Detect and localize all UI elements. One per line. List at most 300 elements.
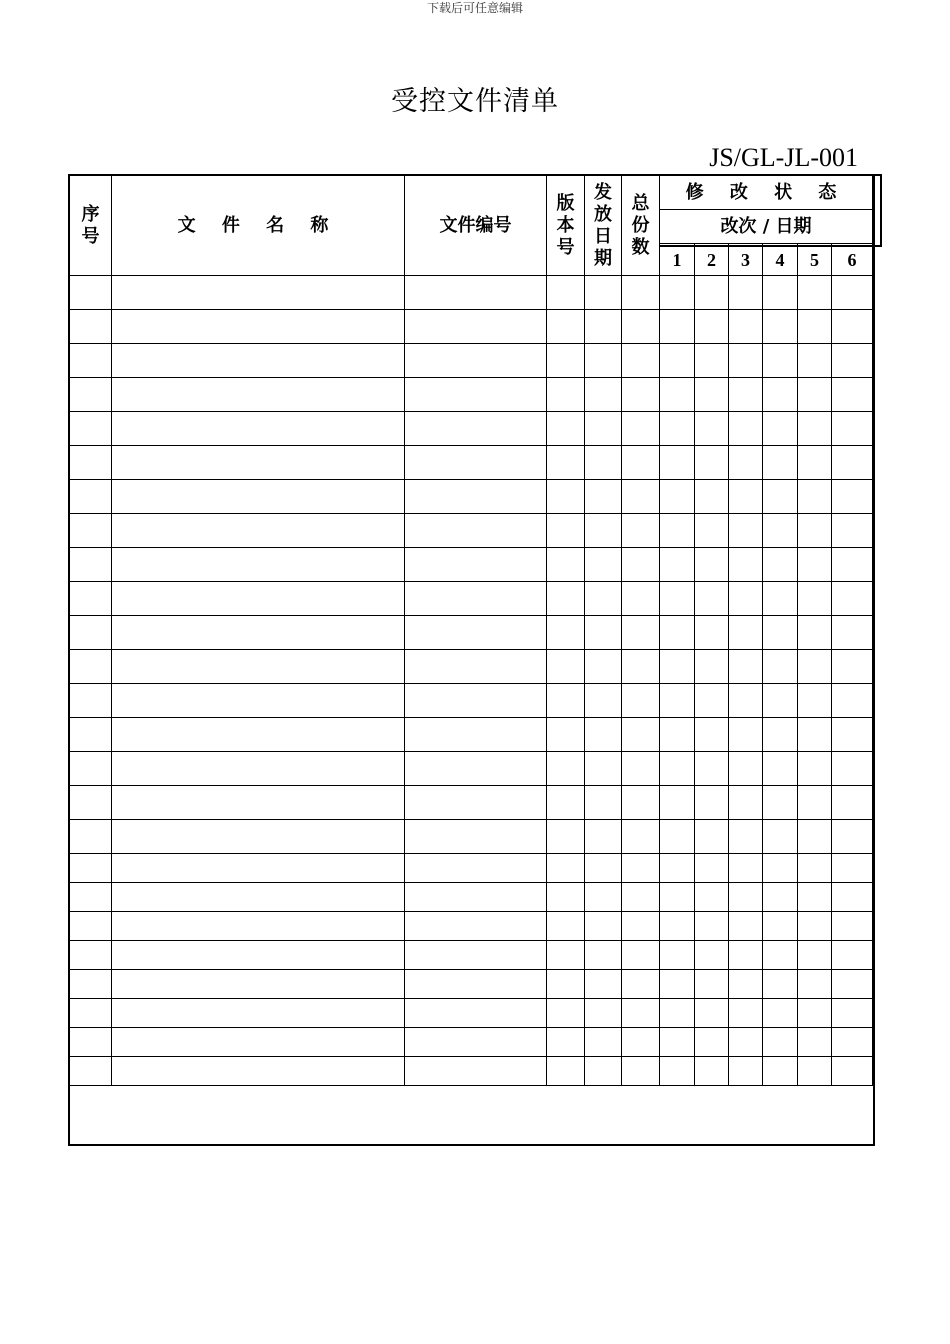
table-cell[interactable] [832, 1057, 873, 1086]
table-cell[interactable] [798, 883, 832, 912]
table-cell[interactable] [660, 854, 695, 883]
table-cell[interactable] [70, 480, 112, 514]
table-cell[interactable] [695, 786, 729, 820]
table-cell[interactable] [763, 650, 798, 684]
table-cell[interactable] [112, 276, 405, 310]
table-cell[interactable] [622, 718, 660, 752]
table-cell[interactable] [547, 616, 585, 650]
table-cell[interactable] [695, 616, 729, 650]
table-cell[interactable] [405, 820, 547, 854]
table-cell[interactable] [405, 752, 547, 786]
table-cell[interactable] [798, 752, 832, 786]
table-cell[interactable] [695, 912, 729, 941]
table-cell[interactable] [547, 446, 585, 480]
table-cell[interactable] [585, 1028, 622, 1057]
table-cell[interactable] [622, 548, 660, 582]
table-cell[interactable] [729, 752, 763, 786]
table-cell[interactable] [763, 820, 798, 854]
table-cell[interactable] [70, 446, 112, 480]
table-cell[interactable] [798, 999, 832, 1028]
table-cell[interactable] [70, 548, 112, 582]
table-cell[interactable] [585, 310, 622, 344]
table-cell[interactable] [112, 650, 405, 684]
table-cell[interactable] [112, 970, 405, 999]
table-cell[interactable] [695, 970, 729, 999]
table-cell[interactable] [695, 752, 729, 786]
table-cell[interactable] [695, 480, 729, 514]
table-cell[interactable] [729, 378, 763, 412]
table-cell[interactable] [832, 650, 873, 684]
table-cell[interactable] [660, 718, 695, 752]
table-cell[interactable] [763, 786, 798, 820]
table-cell[interactable] [763, 446, 798, 480]
table-cell[interactable] [729, 786, 763, 820]
table-cell[interactable] [729, 412, 763, 446]
table-cell[interactable] [832, 378, 873, 412]
table-cell[interactable] [660, 883, 695, 912]
table-cell[interactable] [405, 582, 547, 616]
table-cell[interactable] [70, 970, 112, 999]
table-cell[interactable] [695, 582, 729, 616]
table-cell[interactable] [112, 480, 405, 514]
table-cell[interactable] [405, 1028, 547, 1057]
table-cell[interactable] [622, 820, 660, 854]
table-cell[interactable] [763, 941, 798, 970]
table-cell[interactable] [405, 999, 547, 1028]
table-cell[interactable] [660, 446, 695, 480]
table-cell[interactable] [798, 718, 832, 752]
table-cell[interactable] [798, 616, 832, 650]
table-cell[interactable] [622, 999, 660, 1028]
table-cell[interactable] [112, 378, 405, 412]
table-cell[interactable] [70, 378, 112, 412]
table-cell[interactable] [798, 446, 832, 480]
table-cell[interactable] [547, 344, 585, 378]
table-cell[interactable] [112, 344, 405, 378]
table-cell[interactable] [70, 582, 112, 616]
table-cell[interactable] [763, 480, 798, 514]
table-cell[interactable] [729, 912, 763, 941]
table-cell[interactable] [547, 514, 585, 548]
table-cell[interactable] [585, 650, 622, 684]
table-cell[interactable] [585, 344, 622, 378]
table-cell[interactable] [695, 718, 729, 752]
table-cell[interactable] [405, 310, 547, 344]
table-cell[interactable] [622, 941, 660, 970]
table-cell[interactable] [763, 999, 798, 1028]
table-cell[interactable] [622, 786, 660, 820]
table-cell[interactable] [112, 1057, 405, 1086]
table-cell[interactable] [729, 941, 763, 970]
table-cell[interactable] [547, 378, 585, 412]
table-cell[interactable] [585, 514, 622, 548]
table-cell[interactable] [798, 548, 832, 582]
table-cell[interactable] [798, 941, 832, 970]
table-cell[interactable] [798, 276, 832, 310]
table-cell[interactable] [70, 883, 112, 912]
table-cell[interactable] [660, 616, 695, 650]
table-cell[interactable] [729, 446, 763, 480]
table-cell[interactable] [832, 912, 873, 941]
table-cell[interactable] [695, 378, 729, 412]
table-cell[interactable] [622, 650, 660, 684]
table-cell[interactable] [405, 276, 547, 310]
table-cell[interactable] [832, 616, 873, 650]
table-cell[interactable] [832, 854, 873, 883]
table-cell[interactable] [585, 786, 622, 820]
table-cell[interactable] [660, 344, 695, 378]
table-cell[interactable] [798, 582, 832, 616]
table-cell[interactable] [695, 1057, 729, 1086]
table-cell[interactable] [112, 854, 405, 883]
table-cell[interactable] [585, 412, 622, 446]
table-cell[interactable] [585, 854, 622, 883]
table-cell[interactable] [832, 999, 873, 1028]
table-cell[interactable] [405, 912, 547, 941]
table-cell[interactable] [112, 310, 405, 344]
table-cell[interactable] [763, 582, 798, 616]
table-cell[interactable] [70, 912, 112, 941]
table-cell[interactable] [798, 820, 832, 854]
table-cell[interactable] [729, 820, 763, 854]
table-cell[interactable] [798, 684, 832, 718]
table-cell[interactable] [660, 548, 695, 582]
table-cell[interactable] [763, 1028, 798, 1057]
table-cell[interactable] [70, 854, 112, 883]
table-cell[interactable] [763, 752, 798, 786]
table-cell[interactable] [729, 548, 763, 582]
table-cell[interactable] [112, 883, 405, 912]
table-cell[interactable] [660, 1028, 695, 1057]
table-cell[interactable] [660, 276, 695, 310]
table-cell[interactable] [547, 480, 585, 514]
table-cell[interactable] [405, 970, 547, 999]
table-cell[interactable] [585, 684, 622, 718]
table-cell[interactable] [622, 378, 660, 412]
table-cell[interactable] [112, 912, 405, 941]
table-cell[interactable] [763, 912, 798, 941]
table-cell[interactable] [660, 912, 695, 941]
table-cell[interactable] [832, 883, 873, 912]
table-cell[interactable] [695, 276, 729, 310]
table-cell[interactable] [798, 970, 832, 999]
table-cell[interactable] [729, 616, 763, 650]
table-cell[interactable] [70, 752, 112, 786]
table-cell[interactable] [547, 970, 585, 999]
table-cell[interactable] [729, 582, 763, 616]
table-cell[interactable] [695, 684, 729, 718]
table-cell[interactable] [70, 412, 112, 446]
table-cell[interactable] [70, 999, 112, 1028]
table-cell[interactable] [622, 616, 660, 650]
table-cell[interactable] [547, 941, 585, 970]
table-cell[interactable] [832, 276, 873, 310]
table-cell[interactable] [660, 310, 695, 344]
table-cell[interactable] [622, 883, 660, 912]
table-cell[interactable] [729, 854, 763, 883]
table-cell[interactable] [798, 912, 832, 941]
table-cell[interactable] [405, 514, 547, 548]
table-cell[interactable] [405, 344, 547, 378]
table-cell[interactable] [832, 684, 873, 718]
table-cell[interactable] [832, 480, 873, 514]
table-cell[interactable] [405, 616, 547, 650]
table-cell[interactable] [112, 786, 405, 820]
table-cell[interactable] [729, 344, 763, 378]
table-cell[interactable] [798, 412, 832, 446]
table-cell[interactable] [622, 1028, 660, 1057]
table-cell[interactable] [70, 718, 112, 752]
table-cell[interactable] [585, 752, 622, 786]
table-cell[interactable] [729, 999, 763, 1028]
table-cell[interactable] [660, 941, 695, 970]
table-cell[interactable] [112, 718, 405, 752]
table-cell[interactable] [832, 752, 873, 786]
table-cell[interactable] [112, 412, 405, 446]
table-cell[interactable] [405, 650, 547, 684]
table-cell[interactable] [70, 1057, 112, 1086]
table-cell[interactable] [798, 514, 832, 548]
table-cell[interactable] [729, 1057, 763, 1086]
table-cell[interactable] [695, 446, 729, 480]
table-cell[interactable] [112, 1028, 405, 1057]
table-cell[interactable] [729, 684, 763, 718]
table-cell[interactable] [729, 718, 763, 752]
table-cell[interactable] [660, 650, 695, 684]
table-cell[interactable] [585, 480, 622, 514]
table-cell[interactable] [70, 310, 112, 344]
table-cell[interactable] [622, 276, 660, 310]
table-cell[interactable] [798, 1057, 832, 1086]
table-cell[interactable] [585, 718, 622, 752]
table-cell[interactable] [547, 582, 585, 616]
table-cell[interactable] [763, 548, 798, 582]
table-cell[interactable] [729, 883, 763, 912]
table-cell[interactable] [798, 480, 832, 514]
table-cell[interactable] [832, 514, 873, 548]
table-cell[interactable] [547, 548, 585, 582]
table-cell[interactable] [660, 786, 695, 820]
table-cell[interactable] [660, 684, 695, 718]
table-cell[interactable] [547, 650, 585, 684]
table-cell[interactable] [585, 446, 622, 480]
table-cell[interactable] [622, 970, 660, 999]
table-cell[interactable] [405, 684, 547, 718]
table-cell[interactable] [112, 752, 405, 786]
table-cell[interactable] [585, 548, 622, 582]
table-cell[interactable] [660, 582, 695, 616]
table-cell[interactable] [832, 344, 873, 378]
table-cell[interactable] [547, 1028, 585, 1057]
table-cell[interactable] [622, 310, 660, 344]
table-cell[interactable] [763, 718, 798, 752]
table-cell[interactable] [622, 1057, 660, 1086]
table-cell[interactable] [547, 752, 585, 786]
table-cell[interactable] [729, 276, 763, 310]
table-cell[interactable] [405, 548, 547, 582]
table-cell[interactable] [798, 786, 832, 820]
table-cell[interactable] [729, 650, 763, 684]
table-cell[interactable] [622, 684, 660, 718]
table-cell[interactable] [660, 999, 695, 1028]
table-cell[interactable] [695, 941, 729, 970]
table-cell[interactable] [832, 820, 873, 854]
table-cell[interactable] [798, 344, 832, 378]
table-cell[interactable] [622, 752, 660, 786]
table-cell[interactable] [763, 378, 798, 412]
table-cell[interactable] [405, 480, 547, 514]
table-cell[interactable] [547, 718, 585, 752]
table-cell[interactable] [547, 883, 585, 912]
table-cell[interactable] [585, 276, 622, 310]
table-cell[interactable] [695, 820, 729, 854]
table-cell[interactable] [112, 616, 405, 650]
table-cell[interactable] [763, 883, 798, 912]
table-cell[interactable] [547, 412, 585, 446]
table-cell[interactable] [585, 999, 622, 1028]
table-cell[interactable] [763, 684, 798, 718]
table-cell[interactable] [832, 582, 873, 616]
table-cell[interactable] [547, 684, 585, 718]
table-cell[interactable] [112, 999, 405, 1028]
table-cell[interactable] [832, 412, 873, 446]
table-cell[interactable] [832, 786, 873, 820]
table-cell[interactable] [729, 1028, 763, 1057]
table-cell[interactable] [70, 514, 112, 548]
table-cell[interactable] [405, 786, 547, 820]
table-cell[interactable] [695, 999, 729, 1028]
table-cell[interactable] [622, 344, 660, 378]
table-cell[interactable] [70, 941, 112, 970]
table-cell[interactable] [832, 446, 873, 480]
table-cell[interactable] [832, 310, 873, 344]
table-cell[interactable] [695, 344, 729, 378]
table-cell[interactable] [660, 970, 695, 999]
table-cell[interactable] [547, 820, 585, 854]
table-cell[interactable] [695, 1028, 729, 1057]
table-cell[interactable] [547, 912, 585, 941]
table-cell[interactable] [405, 941, 547, 970]
table-cell[interactable] [832, 1028, 873, 1057]
table-cell[interactable] [660, 820, 695, 854]
table-cell[interactable] [622, 582, 660, 616]
table-cell[interactable] [660, 480, 695, 514]
table-cell[interactable] [585, 616, 622, 650]
table-cell[interactable] [585, 970, 622, 999]
table-cell[interactable] [112, 582, 405, 616]
table-cell[interactable] [729, 514, 763, 548]
table-cell[interactable] [729, 310, 763, 344]
table-cell[interactable] [695, 514, 729, 548]
table-cell[interactable] [660, 412, 695, 446]
table-cell[interactable] [112, 941, 405, 970]
table-cell[interactable] [70, 650, 112, 684]
table-cell[interactable] [547, 854, 585, 883]
table-cell[interactable] [798, 378, 832, 412]
table-cell[interactable] [585, 1057, 622, 1086]
table-cell[interactable] [112, 548, 405, 582]
table-cell[interactable] [763, 970, 798, 999]
table-cell[interactable] [695, 854, 729, 883]
table-cell[interactable] [763, 412, 798, 446]
table-cell[interactable] [585, 883, 622, 912]
table-cell[interactable] [70, 820, 112, 854]
table-cell[interactable] [405, 378, 547, 412]
table-cell[interactable] [660, 378, 695, 412]
table-cell[interactable] [763, 310, 798, 344]
table-cell[interactable] [798, 1028, 832, 1057]
table-cell[interactable] [405, 854, 547, 883]
table-cell[interactable] [832, 970, 873, 999]
table-cell[interactable] [798, 854, 832, 883]
table-cell[interactable] [70, 684, 112, 718]
table-cell[interactable] [405, 412, 547, 446]
table-cell[interactable] [622, 480, 660, 514]
table-cell[interactable] [660, 752, 695, 786]
table-cell[interactable] [405, 718, 547, 752]
table-cell[interactable] [547, 1057, 585, 1086]
table-cell[interactable] [585, 378, 622, 412]
table-cell[interactable] [547, 786, 585, 820]
table-cell[interactable] [585, 912, 622, 941]
table-cell[interactable] [660, 1057, 695, 1086]
table-cell[interactable] [763, 344, 798, 378]
table-cell[interactable] [112, 684, 405, 718]
table-cell[interactable] [622, 446, 660, 480]
table-cell[interactable] [798, 650, 832, 684]
table-cell[interactable] [622, 912, 660, 941]
table-cell[interactable] [112, 446, 405, 480]
table-cell[interactable] [660, 514, 695, 548]
table-cell[interactable] [405, 446, 547, 480]
table-cell[interactable] [695, 412, 729, 446]
table-cell[interactable] [695, 650, 729, 684]
table-cell[interactable] [832, 941, 873, 970]
table-cell[interactable] [695, 883, 729, 912]
table-cell[interactable] [622, 514, 660, 548]
table-cell[interactable] [798, 310, 832, 344]
table-cell[interactable] [763, 1057, 798, 1086]
table-cell[interactable] [695, 310, 729, 344]
table-cell[interactable] [695, 548, 729, 582]
table-cell[interactable] [585, 582, 622, 616]
table-cell[interactable] [70, 616, 112, 650]
table-cell[interactable] [585, 941, 622, 970]
table-cell[interactable] [547, 276, 585, 310]
table-cell[interactable] [70, 786, 112, 820]
table-cell[interactable] [70, 1028, 112, 1057]
table-cell[interactable] [763, 514, 798, 548]
table-cell[interactable] [112, 820, 405, 854]
table-cell[interactable] [70, 344, 112, 378]
table-cell[interactable] [832, 548, 873, 582]
table-cell[interactable] [405, 1057, 547, 1086]
table-cell[interactable] [547, 999, 585, 1028]
table-cell[interactable] [729, 970, 763, 999]
table-cell[interactable] [547, 310, 585, 344]
table-cell[interactable] [729, 480, 763, 514]
table-cell[interactable] [763, 616, 798, 650]
table-cell[interactable] [405, 883, 547, 912]
table-cell[interactable] [622, 412, 660, 446]
table-cell[interactable] [832, 718, 873, 752]
table-cell[interactable] [763, 276, 798, 310]
table-cell[interactable] [763, 854, 798, 883]
table-cell[interactable] [112, 514, 405, 548]
table-cell[interactable] [70, 276, 112, 310]
table-cell[interactable] [622, 854, 660, 883]
table-cell[interactable] [585, 820, 622, 854]
